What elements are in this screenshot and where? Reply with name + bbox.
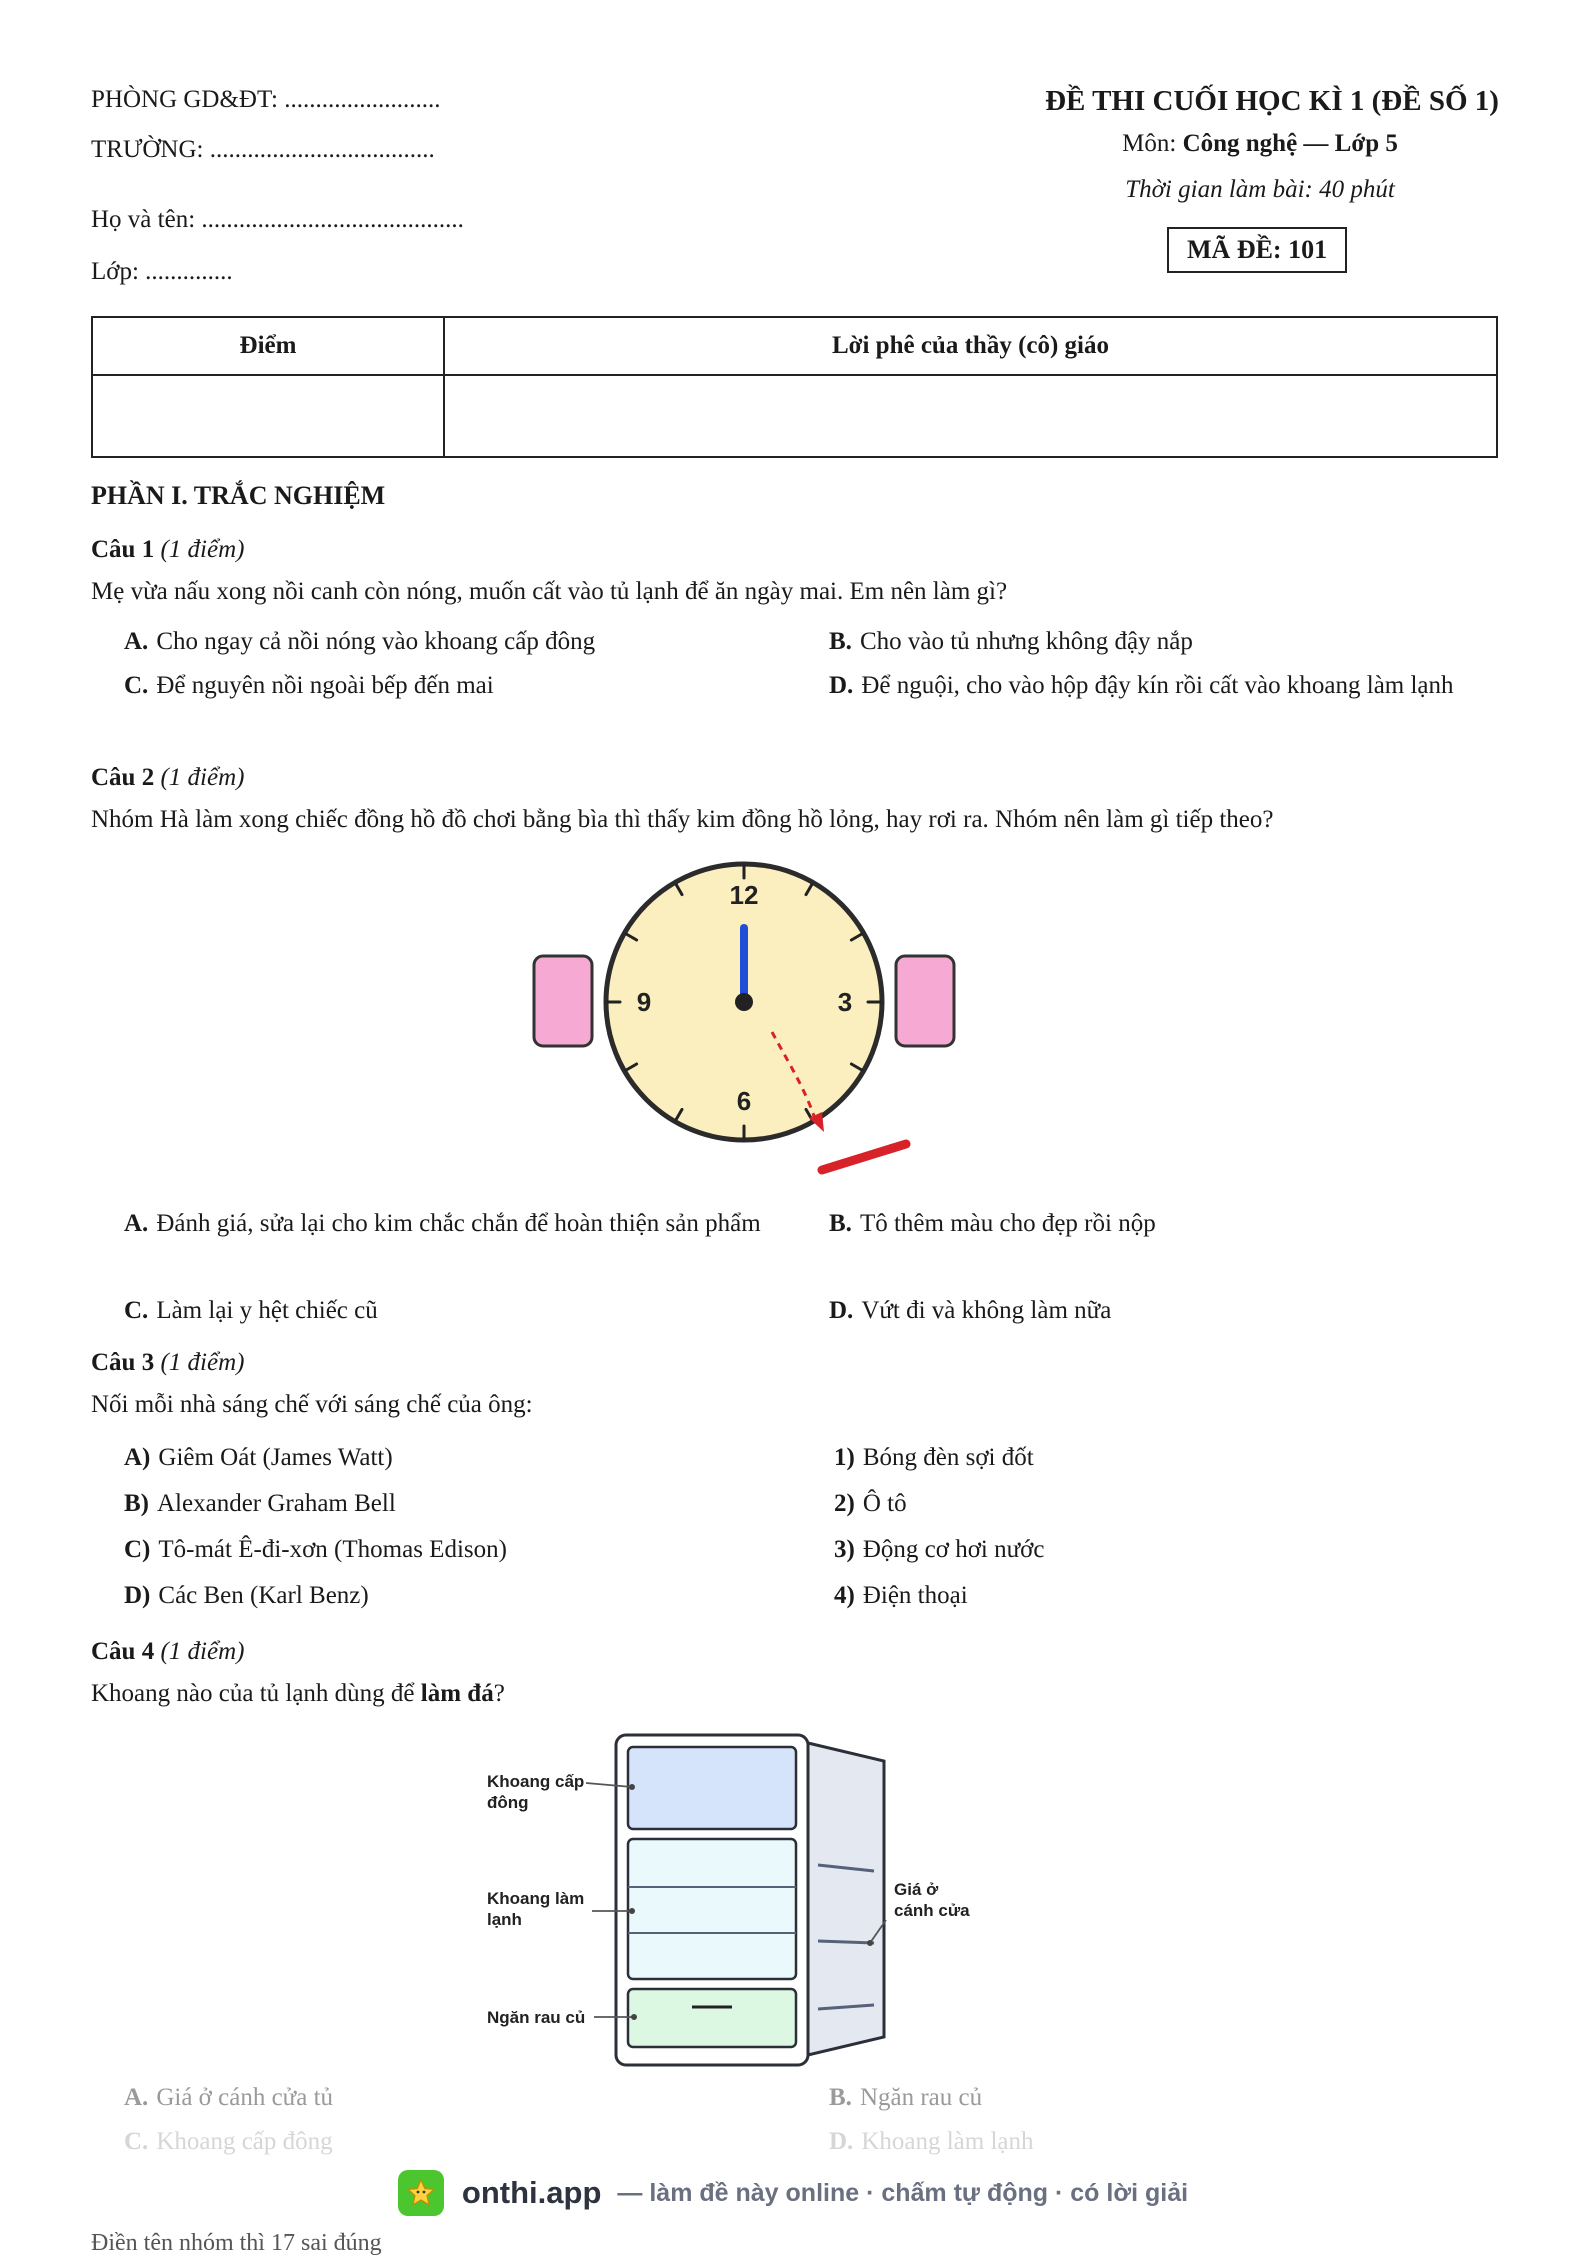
- question-3-heading: [91, 1349, 244, 1377]
- q4-option-d-text: Khoang làm lạnh: [861, 2128, 1034, 2155]
- question-4-label: Câu 4: [91, 1638, 155, 1665]
- q3-left-key-d: D): [124, 1582, 151, 1609]
- clock-center-pin: [735, 993, 753, 1011]
- school-name-line: TRƯỜNG: ....................................: [91, 136, 435, 163]
- q1-option-b-text: Cho vào tủ nhưng không đậy nắp: [859, 628, 1193, 655]
- question-2-heading: [91, 764, 244, 792]
- question-3-points: (1 điểm): [160, 1349, 245, 1376]
- question-2-label: Câu 2: [91, 764, 155, 791]
- q3-right-key-4: 4): [834, 1582, 855, 1609]
- cut-off-text: Điền tên nhóm thì 17 sai đúng: [91, 2230, 382, 2256]
- q2-option-a-text: Đánh giá, sửa lại cho kim chắc chắn để hoàn thiện sản phẩm: [156, 1210, 761, 1237]
- q3-right-item-2[interactable]: [834, 1484, 907, 1524]
- score-cell[interactable]: [92, 375, 444, 457]
- exam-header: [1000, 82, 1520, 120]
- question-4-points: (1 điểm): [160, 1638, 245, 1665]
- comment-column-header: Lời phê của thầy (cô) giáo: [444, 317, 1497, 375]
- q3-left-text-c: Tô-mát Ê-đi-xơn (Thomas Edison): [158, 1536, 507, 1563]
- q1-option-d[interactable]: [829, 666, 1503, 706]
- question-4-text-after: ?: [493, 1680, 505, 1707]
- section-title: PHẦN I. TRẮC NGHIỆM: [91, 481, 386, 510]
- q4-option-d[interactable]: [829, 2122, 1034, 2162]
- q2-option-b-key: B.: [829, 1210, 852, 1237]
- question-1-label: Câu 1: [91, 536, 155, 563]
- q3-right-item-4[interactable]: [834, 1576, 968, 1616]
- student-name-line: Họ và tên: ..........................................: [91, 206, 464, 233]
- q1-option-c-text: Để nguyên nồi ngoài bếp đến mai: [156, 672, 494, 699]
- q3-left-key-c: C): [124, 1536, 151, 1563]
- q1-option-a-text: Cho ngay cả nồi nóng vào khoang cấp đông: [156, 628, 596, 655]
- q3-left-item-b[interactable]: [124, 1484, 396, 1524]
- q1-option-c[interactable]: [124, 666, 494, 706]
- clock-number-9: 9: [636, 987, 652, 1017]
- question-4-heading: [91, 1638, 244, 1666]
- fallen-clock-hand: [822, 1144, 906, 1170]
- q3-left-text-d: Các Ben (Karl Benz): [158, 1582, 369, 1609]
- q3-right-item-1[interactable]: [834, 1438, 1034, 1478]
- question-2-points: (1 điểm): [160, 764, 245, 791]
- clock-number-12: 12: [729, 880, 759, 910]
- q1-option-b[interactable]: [829, 622, 1193, 662]
- exam-code-box: MÃ ĐỀ: 101: [1167, 227, 1347, 273]
- q2-option-a-key: A.: [124, 1210, 149, 1237]
- subject-prefix: Môn:: [1122, 130, 1183, 157]
- clock-left-strap: [534, 956, 592, 1046]
- q1-option-c-key: C.: [124, 672, 149, 699]
- label-door-line1: Giá ở: [894, 1880, 939, 1899]
- q1-option-a[interactable]: [124, 622, 595, 662]
- exam-duration: Thời gian làm bài: 40 phút: [1125, 176, 1395, 203]
- toy-clock-illustration: [520, 850, 980, 1190]
- question-4-text: [91, 1680, 505, 1708]
- q2-option-a[interactable]: [124, 1204, 808, 1244]
- school-department-line: PHÒNG GD&ĐT: .........................: [91, 86, 441, 113]
- q3-right-key-2: 2): [834, 1490, 855, 1517]
- label-freezer-line1: Khoang cấp: [487, 1772, 585, 1791]
- q3-left-key-a: A): [124, 1444, 151, 1471]
- question-1-points: (1 điểm): [160, 536, 245, 563]
- q3-right-item-3[interactable]: [834, 1530, 1044, 1570]
- q3-right-text-3: Động cơ hơi nước: [862, 1536, 1045, 1563]
- label-cooling-line2: lạnh: [487, 1910, 522, 1929]
- question-1-text: Mẹ vừa nấu xong nồi canh còn nóng, muốn cất vào tủ lạnh để ăn ngày mai. Em nên làm gì?: [91, 578, 1008, 605]
- q4-option-b-key: B.: [829, 2084, 852, 2111]
- q4-option-a[interactable]: [124, 2078, 333, 2118]
- question-3-label: Câu 3: [91, 1349, 155, 1376]
- subject-line: [1000, 130, 1520, 158]
- question-4-text-before: Khoang nào của tủ lạnh dùng để: [91, 1680, 421, 1707]
- q2-option-c-key: C.: [124, 1297, 149, 1324]
- question-1-heading: [91, 536, 244, 564]
- q2-option-b-text: Tô thêm màu cho đẹp rồi nộp: [859, 1210, 1156, 1237]
- vegetable-drawer: [628, 1989, 796, 2047]
- freezer-pointer-dot: [629, 1784, 635, 1790]
- q3-right-key-3: 3): [834, 1536, 855, 1563]
- q3-right-text-1: Bóng đèn sợi đốt: [862, 1444, 1034, 1471]
- q4-option-d-key: D.: [829, 2128, 854, 2155]
- q3-left-key-b: B): [124, 1490, 149, 1517]
- cooling-compartment: [628, 1839, 796, 1979]
- clock-right-strap: [896, 956, 954, 1046]
- q4-option-b-text: Ngăn rau củ: [859, 2084, 983, 2111]
- freezer-compartment: [628, 1747, 796, 1829]
- class-line: Lớp: ..............: [91, 258, 233, 285]
- question-4-text-bold: làm đá: [420, 1680, 494, 1707]
- q4-option-c-text: Khoang cấp đông: [156, 2128, 333, 2155]
- q2-option-d[interactable]: [829, 1291, 1111, 1331]
- q3-left-text-b: Alexander Graham Bell: [157, 1490, 396, 1517]
- q3-right-text-4: Điện thoại: [862, 1582, 968, 1609]
- q1-option-a-key: A.: [124, 628, 149, 655]
- q1-option-d-text: Để nguội, cho vào hộp đậy kín rồi cất vào khoang làm lạnh: [861, 672, 1454, 699]
- onthi-logo: [398, 2170, 444, 2216]
- q4-option-b[interactable]: [829, 2078, 982, 2118]
- door-shelf-2: [818, 1941, 874, 1943]
- q2-option-c[interactable]: [124, 1291, 378, 1331]
- label-vegetable-drawer: Ngăn rau củ: [487, 2008, 586, 2027]
- q3-left-item-d[interactable]: [124, 1576, 369, 1616]
- label-door-line2: cánh cửa: [894, 1901, 970, 1920]
- drawer-pointer-dot: [631, 2014, 637, 2020]
- q1-option-b-key: B.: [829, 628, 852, 655]
- q3-left-text-a: Giêm Oát (James Watt): [158, 1444, 393, 1471]
- q1-option-d-key: D.: [829, 672, 854, 699]
- q3-right-text-2: Ô tô: [862, 1490, 907, 1517]
- q4-option-a-key: A.: [124, 2084, 149, 2111]
- q4-option-c[interactable]: [124, 2122, 333, 2162]
- brand-tagline: — làm đề này online · chấm tự động · có lời giải: [617, 2178, 1189, 2207]
- star-icon: [406, 2178, 436, 2208]
- q2-option-c-text: Làm lại y hệt chiếc cũ: [156, 1297, 378, 1324]
- clock-number-3: 3: [837, 987, 853, 1017]
- score-table: [91, 316, 1498, 458]
- q2-option-b[interactable]: [829, 1204, 1156, 1244]
- q3-left-item-c[interactable]: [124, 1530, 507, 1570]
- label-freezer-line2: đông: [487, 1793, 529, 1812]
- q3-left-item-a[interactable]: [124, 1438, 393, 1478]
- door-pointer-dot: [867, 1940, 873, 1946]
- refrigerator-diagram: [470, 1725, 970, 2070]
- q4-option-c-key: C.: [124, 2128, 149, 2155]
- promo-footer[interactable]: [0, 2158, 1586, 2228]
- q2-option-d-text: Vứt đi và không làm nữa: [861, 1297, 1112, 1324]
- clock-number-6: 6: [736, 1086, 752, 1116]
- label-cooling-line1: Khoang làm: [487, 1889, 585, 1908]
- question-3-text: Nối mỗi nhà sáng chế với sáng chế của ông:: [91, 1391, 533, 1418]
- exam-title: ĐỀ THI CUỐI HỌC KÌ 1 (ĐỀ SỐ 1): [1045, 85, 1499, 117]
- brand-name[interactable]: onthi.app: [461, 2175, 602, 2210]
- q3-right-key-1: 1): [834, 1444, 855, 1471]
- comment-cell[interactable]: [444, 375, 1497, 457]
- subject-name: Công nghệ — Lớp 5: [1182, 130, 1398, 157]
- score-column-header: Điểm: [92, 317, 444, 375]
- question-2-text: Nhóm Hà làm xong chiếc đồng hồ đồ chơi bằng bìa thì thấy kim đồng hồ lỏng, hay rơi ra. Nhóm nên làm gì tiếp theo?: [91, 806, 1274, 833]
- q2-option-d-key: D.: [829, 1297, 854, 1324]
- q4-option-a-text: Giá ở cánh cửa tủ: [156, 2084, 334, 2111]
- cooling-pointer-dot: [629, 1908, 635, 1914]
